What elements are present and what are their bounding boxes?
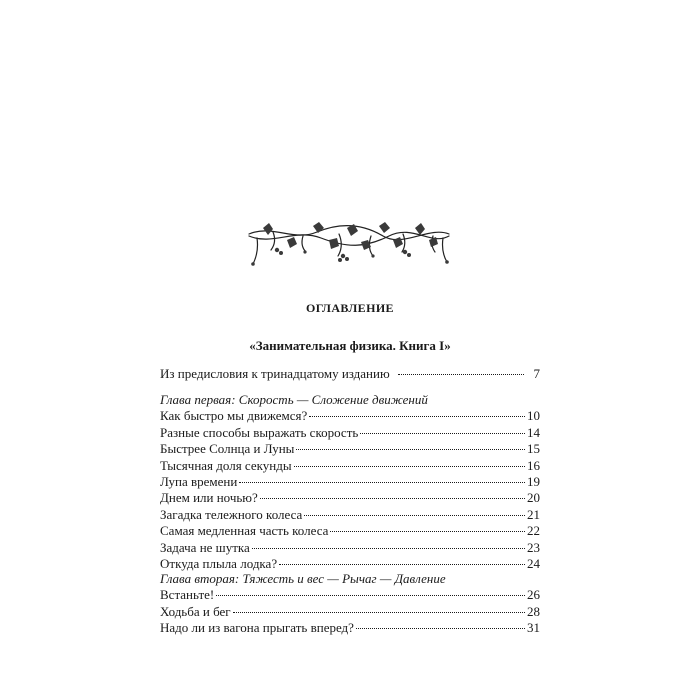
vine-ornament-icon [243, 220, 455, 272]
entry-page: 14 [527, 424, 540, 440]
entry-page: 23 [527, 539, 540, 555]
entry-page: 19 [527, 473, 540, 489]
entry-page: 21 [527, 506, 540, 522]
toc-entry[interactable] [160, 507, 540, 523]
dot-leader [216, 595, 525, 596]
entry-title: Разные способы выражать скорость [160, 424, 359, 440]
entry-page: 22 [527, 523, 540, 539]
toc-entry[interactable] [160, 556, 540, 572]
entry-title: Надо ли из вагона прыгать вперед? [160, 620, 354, 636]
dot-leader [294, 466, 525, 467]
dot-leader [233, 612, 525, 613]
dot-leader [360, 433, 525, 434]
entry-title: Как быстро мы движемся? [160, 408, 308, 424]
entry-page: 20 [527, 490, 540, 506]
dot-leader [356, 628, 525, 629]
entry-title: Лупа времени [160, 473, 238, 489]
entry-page: 26 [527, 587, 540, 603]
dot-leader [252, 548, 525, 549]
entry-page: 28 [527, 603, 540, 619]
entry-title: Задача не шутка [160, 539, 250, 555]
toc-entry[interactable] [160, 366, 540, 382]
dot-leader [296, 449, 525, 450]
chapter-heading: Глава вторая: Тяжесть и вес — Рычаг — Давление [160, 571, 446, 586]
toc-entry[interactable] [160, 490, 540, 506]
toc-heading: ОГЛАВЛЕНИЕ [306, 301, 394, 315]
entry-page: 31 [527, 620, 540, 636]
toc-entry[interactable] [160, 604, 540, 620]
toc-entry[interactable] [160, 441, 540, 457]
toc-chapter-2 [160, 571, 540, 637]
dot-leader [398, 374, 524, 375]
entry-page: 24 [527, 555, 540, 571]
dot-leader [260, 498, 525, 499]
entry-title: Ходьба и бег [160, 603, 231, 619]
toc-chapter-1 [160, 392, 540, 572]
toc-entry[interactable] [160, 540, 540, 556]
entry-page: 16 [527, 457, 540, 473]
dot-leader [279, 564, 525, 565]
entry-title: Из предисловия к тринадцатому изданию [160, 366, 390, 381]
entry-title: Быстрее Солнца и Луны [160, 441, 295, 457]
entry-title: Самая медленная часть колеса [160, 523, 329, 539]
toc-entry[interactable] [160, 523, 540, 539]
dot-leader [304, 515, 525, 516]
entry-title: Откуда плыла лодка? [160, 555, 278, 571]
toc-entry[interactable] [160, 474, 540, 490]
dot-leader [330, 531, 525, 532]
toc-entry[interactable] [160, 620, 540, 636]
toc-entry[interactable] [160, 587, 540, 603]
entry-page: 10 [527, 408, 540, 424]
entry-page: 7 [533, 366, 540, 381]
toc-entry[interactable] [160, 425, 540, 441]
toc-entry[interactable] [160, 458, 540, 474]
entry-title: Встаньте! [160, 587, 215, 603]
book-title: «Занимательная физика. Книга I» [249, 338, 451, 353]
dot-leader [239, 482, 525, 483]
entry-title: Днем или ночью? [160, 490, 258, 506]
toc-entry[interactable] [160, 408, 540, 424]
entry-page: 15 [527, 441, 540, 457]
entry-title: Загадка тележного колеса [160, 506, 303, 522]
chapter-heading: Глава первая: Скорость — Сложение движений [160, 392, 428, 407]
entry-title: Тысячная доля секунды [160, 457, 292, 473]
dot-leader [309, 416, 525, 417]
toc-preface [160, 366, 540, 382]
